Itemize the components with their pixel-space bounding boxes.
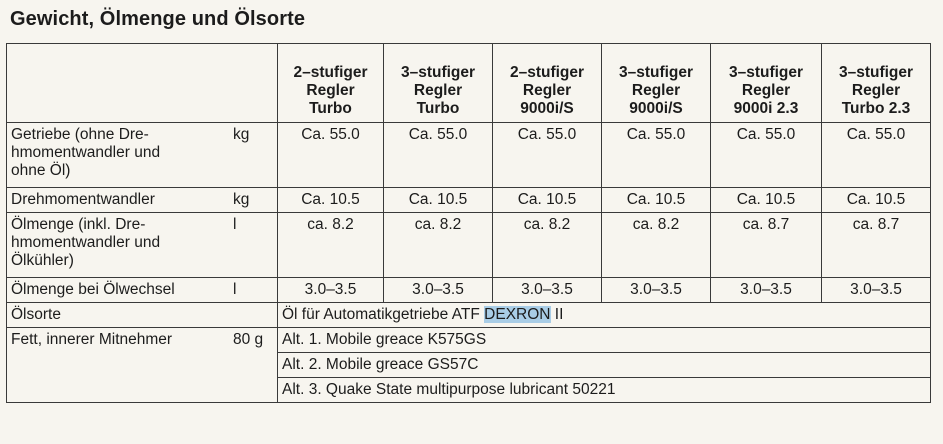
column-header: 3–stufiger Regler Turbo (384, 44, 493, 123)
value-cell: ca. 8.2 (384, 213, 493, 278)
column-header: 3–stufiger Regler Turbo 2.3 (822, 44, 931, 123)
value-cell: ca. 8.7 (822, 213, 931, 278)
value-cell: Ca. 55.0 (384, 123, 493, 188)
value-cell: Ca. 10.5 (711, 188, 822, 213)
row-label: Ölsorte (11, 306, 61, 323)
table-row (7, 188, 931, 213)
value-cell: Ca. 10.5 (278, 188, 384, 213)
oil-type-text: Öl für Automatikgetriebe ATF (282, 306, 485, 323)
header-corner-cell (7, 44, 278, 123)
row-unit: kg (233, 191, 250, 208)
value-cell: 3.0–3.5 (384, 278, 493, 303)
row-unit: l (233, 281, 237, 298)
highlighted-text: DEXRON (484, 306, 551, 323)
table-row (7, 378, 931, 403)
table-row (7, 213, 931, 278)
value-cell: 3.0–3.5 (602, 278, 711, 303)
value-cell: Ca. 10.5 (493, 188, 602, 213)
value-cell: ca. 8.2 (493, 213, 602, 278)
value-cell: 3.0–3.5 (822, 278, 931, 303)
column-header: 2–stufiger Regler 9000i/S (493, 44, 602, 123)
value-cell: Ca. 55.0 (493, 123, 602, 188)
column-header: 3–stufiger Regler 9000i 2.3 (711, 44, 822, 123)
spec-table (6, 43, 930, 403)
row-label-cell (7, 213, 278, 278)
value-cell: Ca. 55.0 (278, 123, 384, 188)
oil-type-cell (278, 303, 931, 328)
row-label: Fett, innerer Mitnehmer (11, 331, 173, 348)
value-cell: ca. 8.2 (602, 213, 711, 278)
row-unit: 80 g (233, 331, 264, 348)
value-cell: Ca. 55.0 (602, 123, 711, 188)
value-cell: Ca. 10.5 (384, 188, 493, 213)
column-header: 3–stufiger Regler 9000i/S (602, 44, 711, 123)
value-cell: 3.0–3.5 (711, 278, 822, 303)
row-label-cell (7, 123, 278, 188)
grease-option-cell: Alt. 2. Mobile greace GS57C (278, 353, 931, 378)
value-cell: Ca. 10.5 (602, 188, 711, 213)
column-header: 2–stufiger Regler Turbo (278, 44, 384, 123)
row-unit: l (233, 216, 237, 233)
row-label-cell (7, 278, 278, 303)
oil-type-suffix: II (550, 306, 564, 323)
table-row (7, 353, 931, 378)
grease-option-cell: Alt. 1. Mobile greace K575GS (278, 328, 931, 353)
value-cell: 3.0–3.5 (278, 278, 384, 303)
blank-cell (7, 378, 278, 403)
value-cell: Ca. 55.0 (822, 123, 931, 188)
table-row (7, 278, 931, 303)
row-label: Ölmenge (inkl. Dre- hmomentwandler und Ölkühler) (11, 216, 161, 269)
row-label: Getriebe (ohne Dre- hmomentwandler und ohne Öl) (11, 126, 161, 179)
grease-option-cell: Alt. 3. Quake State multipurpose lubricant 50221 (278, 378, 931, 403)
row-unit: kg (233, 126, 250, 143)
table-row (7, 123, 931, 188)
value-cell: ca. 8.7 (711, 213, 822, 278)
value-cell: ca. 8.2 (278, 213, 384, 278)
value-cell: Ca. 10.5 (822, 188, 931, 213)
blank-cell (7, 353, 278, 378)
row-label: Drehmomentwandler (11, 191, 155, 208)
row-label: Ölmenge bei Ölwechsel (11, 281, 175, 298)
page-title: Gewicht, Ölmenge und Ölsorte (10, 8, 306, 30)
table-row (7, 303, 931, 328)
value-cell: Ca. 55.0 (711, 123, 822, 188)
header-row (7, 44, 931, 123)
row-label-cell (7, 303, 278, 328)
value-cell: 3.0–3.5 (493, 278, 602, 303)
row-label-cell (7, 328, 278, 353)
table-row (7, 328, 931, 353)
row-label-cell (7, 188, 278, 213)
